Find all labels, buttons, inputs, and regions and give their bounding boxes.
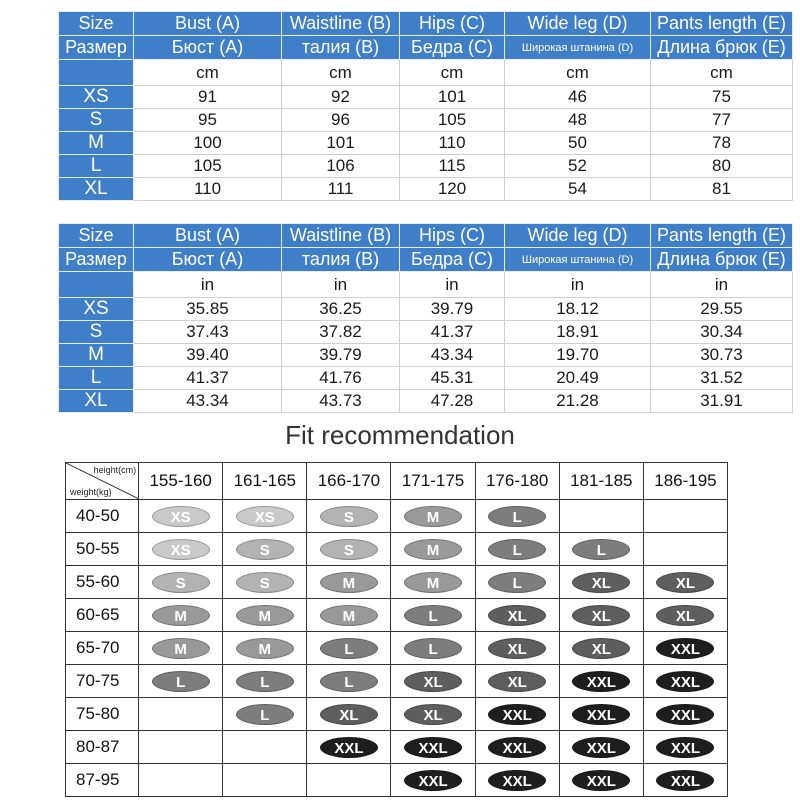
fit-cell (139, 698, 223, 731)
fit-cell (139, 665, 223, 698)
value-cell: 30.73 (651, 344, 793, 367)
value-cell: 35.85 (134, 298, 282, 321)
size-badge: S (236, 572, 294, 593)
size-cell: L (59, 367, 134, 390)
table-row (59, 367, 793, 390)
table-row (59, 86, 793, 109)
fit-cell (559, 632, 643, 665)
fit-cell (475, 665, 559, 698)
size-badge: XL (488, 638, 546, 659)
fit-cell (139, 566, 223, 599)
table-row (59, 178, 793, 201)
size-badge: XXL (572, 737, 630, 758)
fit-cell (475, 533, 559, 566)
value-cell: 41.76 (282, 367, 400, 390)
size-badge: XXL (488, 704, 546, 725)
fit-cell (391, 632, 475, 665)
value-cell: 105 (400, 109, 505, 132)
value-cell: 21.28 (505, 390, 651, 413)
fit-cell (307, 500, 391, 533)
height-range-header: 186-195 (643, 463, 727, 500)
size-badge: S (152, 572, 210, 593)
fit-cell (307, 731, 391, 764)
fit-cell (391, 731, 475, 764)
fit-cell (223, 665, 307, 698)
header-cell: Wide leg (D) (505, 12, 651, 36)
fit-cell (223, 731, 307, 764)
fit-cell (223, 764, 307, 797)
value-cell: 39.79 (400, 298, 505, 321)
header-cell: Бедра (C) (400, 248, 505, 272)
value-cell: 39.40 (134, 344, 282, 367)
size-badge: XL (656, 572, 714, 593)
value-cell: 31.91 (651, 390, 793, 413)
size-badge: L (236, 671, 294, 692)
header-cell: Hips (C) (400, 12, 505, 36)
table-row (66, 500, 728, 533)
size-badge: S (320, 506, 378, 527)
fit-cell (475, 698, 559, 731)
fit-cell (643, 500, 727, 533)
table-row (66, 599, 728, 632)
value-cell: 115 (400, 155, 505, 178)
weight-range-cell: 50-55 (66, 533, 139, 566)
height-range-header: 176-180 (475, 463, 559, 500)
size-badge: XXL (656, 638, 714, 659)
fit-cell (307, 533, 391, 566)
size-badge: XXL (656, 770, 714, 791)
value-cell: 92 (282, 86, 400, 109)
size-badge: M (404, 506, 462, 527)
size-badge: XXL (572, 770, 630, 791)
size-badge: M (152, 605, 210, 626)
value-cell: 96 (282, 109, 400, 132)
weight-range-cell: 87-95 (66, 764, 139, 797)
fit-cell (643, 665, 727, 698)
header-row-en (59, 224, 793, 248)
value-cell: 77 (651, 109, 793, 132)
size-badge: XL (320, 704, 378, 725)
fit-cell (223, 500, 307, 533)
size-badge: XXL (572, 704, 630, 725)
fit-cell (475, 731, 559, 764)
fit-cell (475, 764, 559, 797)
fit-cell (391, 764, 475, 797)
size-badge: L (572, 539, 630, 560)
fit-recommendation-table (65, 462, 728, 797)
fit-cell (643, 632, 727, 665)
size-badge: XL (488, 671, 546, 692)
fit-cell (391, 566, 475, 599)
value-cell: 91 (134, 86, 282, 109)
fit-cell (559, 599, 643, 632)
value-cell: 31.52 (651, 367, 793, 390)
unit-cell: in (651, 272, 793, 298)
height-range-header: 171-175 (391, 463, 475, 500)
fit-cell (223, 566, 307, 599)
value-cell: 78 (651, 132, 793, 155)
size-cell: S (59, 321, 134, 344)
size-badge: XL (488, 605, 546, 626)
height-range-header: 161-165 (223, 463, 307, 500)
header-row-en (59, 12, 793, 36)
value-cell: 41.37 (134, 367, 282, 390)
value-cell: 101 (400, 86, 505, 109)
fit-cell (475, 599, 559, 632)
header-cell: Hips (C) (400, 224, 505, 248)
value-cell: 80 (651, 155, 793, 178)
fit-cell (307, 665, 391, 698)
fit-cell (475, 632, 559, 665)
value-cell: 50 (505, 132, 651, 155)
fit-cell (139, 731, 223, 764)
table-row (59, 321, 793, 344)
size-badge: M (404, 539, 462, 560)
height-range-header: 166-170 (307, 463, 391, 500)
header-cell: талия (B) (282, 36, 400, 60)
header-cell: Waistline (B) (282, 224, 400, 248)
value-cell: 52 (505, 155, 651, 178)
fit-cell (643, 533, 727, 566)
size-badge: L (404, 638, 462, 659)
unit-row (59, 60, 793, 86)
weight-range-cell: 75-80 (66, 698, 139, 731)
value-cell: 110 (400, 132, 505, 155)
header-cell: Размер (59, 36, 134, 60)
fit-cell (307, 698, 391, 731)
fit-cell (139, 632, 223, 665)
size-badge: L (404, 605, 462, 626)
size-badge: S (236, 539, 294, 560)
weight-range-cell: 40-50 (66, 500, 139, 533)
size-badge: L (320, 671, 378, 692)
table-row (66, 632, 728, 665)
size-table-in (58, 223, 793, 413)
fit-cell (223, 533, 307, 566)
size-badge: XXL (656, 737, 714, 758)
size-badge: L (488, 506, 546, 527)
unit-cell: cm (282, 60, 400, 86)
fit-cell (391, 599, 475, 632)
size-badge: M (320, 605, 378, 626)
header-cell: Waistline (B) (282, 12, 400, 36)
value-cell: 20.49 (505, 367, 651, 390)
value-cell: 48 (505, 109, 651, 132)
value-cell: 37.82 (282, 321, 400, 344)
header-cell: Bust (A) (134, 224, 282, 248)
value-cell: 54 (505, 178, 651, 201)
header-cell: Bust (A) (134, 12, 282, 36)
weight-range-cell: 55-60 (66, 566, 139, 599)
header-cell: талия (B) (282, 248, 400, 272)
value-cell: 81 (651, 178, 793, 201)
table-row (59, 109, 793, 132)
size-cell: XL (59, 390, 134, 413)
weight-range-cell: 60-65 (66, 599, 139, 632)
corner-cell (66, 463, 139, 500)
header-cell: Длина брюк (E) (651, 36, 793, 60)
table-row (66, 698, 728, 731)
value-cell: 39.79 (282, 344, 400, 367)
value-cell: 75 (651, 86, 793, 109)
fit-cell (139, 764, 223, 797)
size-cell: XS (59, 86, 134, 109)
unit-cell: cm (400, 60, 505, 86)
fit-cell (643, 731, 727, 764)
fit-cell (139, 599, 223, 632)
table-row (66, 764, 728, 797)
size-cell: M (59, 132, 134, 155)
size-badge: S (320, 539, 378, 560)
header-cell: Size (59, 224, 134, 248)
value-cell: 18.12 (505, 298, 651, 321)
weight-axis-label: weight(kg) (70, 487, 112, 497)
size-badge: XS (236, 506, 294, 527)
value-cell: 120 (400, 178, 505, 201)
header-cell: Размер (59, 248, 134, 272)
fit-cell (223, 599, 307, 632)
size-badge: XL (572, 572, 630, 593)
table-row (59, 344, 793, 367)
size-badge: XXL (656, 671, 714, 692)
unit-row (59, 272, 793, 298)
fit-cell (139, 500, 223, 533)
size-badge: XS (152, 506, 210, 527)
weight-range-cell: 65-70 (66, 632, 139, 665)
size-cell (59, 272, 134, 298)
height-header-row (66, 463, 728, 500)
size-badge: XXL (572, 671, 630, 692)
value-cell: 18.91 (505, 321, 651, 344)
table-row (66, 566, 728, 599)
table-row (59, 155, 793, 178)
value-cell: 19.70 (505, 344, 651, 367)
fit-cell (223, 698, 307, 731)
header-cell: Бюст (A) (134, 248, 282, 272)
fit-cell (559, 500, 643, 533)
header-cell: Бюст (A) (134, 36, 282, 60)
size-cell: S (59, 109, 134, 132)
size-badge: XL (572, 605, 630, 626)
unit-cell: in (282, 272, 400, 298)
table-row (59, 132, 793, 155)
size-cell (59, 60, 134, 86)
value-cell: 37.43 (134, 321, 282, 344)
header-cell: Широкая штанина (D) (505, 36, 651, 60)
fit-cell (643, 599, 727, 632)
size-badge: XXL (404, 737, 462, 758)
value-cell: 100 (134, 132, 282, 155)
height-range-header: 155-160 (139, 463, 223, 500)
size-badge: L (236, 704, 294, 725)
table-row (66, 533, 728, 566)
fit-cell (475, 566, 559, 599)
fit-cell (643, 698, 727, 731)
size-badge: XXL (656, 704, 714, 725)
header-cell: Size (59, 12, 134, 36)
weight-range-cell: 80-87 (66, 731, 139, 764)
size-badge: M (404, 572, 462, 593)
fit-recommendation-title: Fit recommendation (285, 420, 515, 450)
fit-cell (559, 665, 643, 698)
fit-cell (307, 632, 391, 665)
size-cell: XL (59, 178, 134, 201)
size-badge: L (488, 572, 546, 593)
value-cell: 110 (134, 178, 282, 201)
size-badge: L (488, 539, 546, 560)
fit-cell (643, 764, 727, 797)
fit-cell (223, 632, 307, 665)
header-cell: Широкая штанина (D) (505, 248, 651, 272)
size-cell: XS (59, 298, 134, 321)
size-badge: XL (404, 704, 462, 725)
fit-cell (559, 566, 643, 599)
header-cell: Pants length (E) (651, 224, 793, 248)
value-cell: 43.73 (282, 390, 400, 413)
value-cell: 46 (505, 86, 651, 109)
size-badge: M (236, 638, 294, 659)
value-cell: 43.34 (134, 390, 282, 413)
table-row (66, 665, 728, 698)
table-row (59, 390, 793, 413)
size-badge: XL (572, 638, 630, 659)
height-range-header: 181-185 (559, 463, 643, 500)
size-cell: M (59, 344, 134, 367)
fit-cell (391, 533, 475, 566)
value-cell: 36.25 (282, 298, 400, 321)
header-row-ru (59, 36, 793, 60)
fit-cell (391, 698, 475, 731)
table-row (59, 298, 793, 321)
size-badge: M (152, 638, 210, 659)
unit-cell: in (505, 272, 651, 298)
header-cell: Длина брюк (E) (651, 248, 793, 272)
size-badge: L (320, 638, 378, 659)
size-badge: M (236, 605, 294, 626)
fit-cell (559, 698, 643, 731)
header-cell: Бедра (C) (400, 36, 505, 60)
fit-cell (391, 665, 475, 698)
size-badge: XXL (404, 770, 462, 791)
table-row (66, 731, 728, 764)
size-badge: XXL (320, 737, 378, 758)
size-badge: L (152, 671, 210, 692)
unit-cell: in (134, 272, 282, 298)
header-row-ru (59, 248, 793, 272)
size-cell: L (59, 155, 134, 178)
unit-cell: in (400, 272, 505, 298)
value-cell: 29.55 (651, 298, 793, 321)
size-badge: XXL (488, 737, 546, 758)
unit-cell: cm (651, 60, 793, 86)
fit-cell (559, 533, 643, 566)
fit-cell (307, 566, 391, 599)
fit-cell (391, 500, 475, 533)
weight-range-cell: 70-75 (66, 665, 139, 698)
fit-cell (643, 566, 727, 599)
fit-cell (307, 599, 391, 632)
size-badge: XS (152, 539, 210, 560)
value-cell: 45.31 (400, 367, 505, 390)
value-cell: 105 (134, 155, 282, 178)
unit-cell: cm (134, 60, 282, 86)
header-cell: Pants length (E) (651, 12, 793, 36)
fit-cell (475, 500, 559, 533)
size-badge: M (320, 572, 378, 593)
fit-cell (307, 764, 391, 797)
size-badge: XL (404, 671, 462, 692)
size-table-cm (58, 11, 793, 201)
size-badge: XL (656, 605, 714, 626)
value-cell: 101 (282, 132, 400, 155)
size-badge: XXL (488, 770, 546, 791)
value-cell: 43.34 (400, 344, 505, 367)
height-axis-label: height(cm) (93, 465, 137, 475)
value-cell: 111 (282, 178, 400, 201)
value-cell: 95 (134, 109, 282, 132)
header-cell: Wide leg (D) (505, 224, 651, 248)
value-cell: 47.28 (400, 390, 505, 413)
value-cell: 106 (282, 155, 400, 178)
unit-cell: cm (505, 60, 651, 86)
fit-cell (139, 533, 223, 566)
fit-cell (559, 731, 643, 764)
fit-cell (559, 764, 643, 797)
value-cell: 30.34 (651, 321, 793, 344)
value-cell: 41.37 (400, 321, 505, 344)
